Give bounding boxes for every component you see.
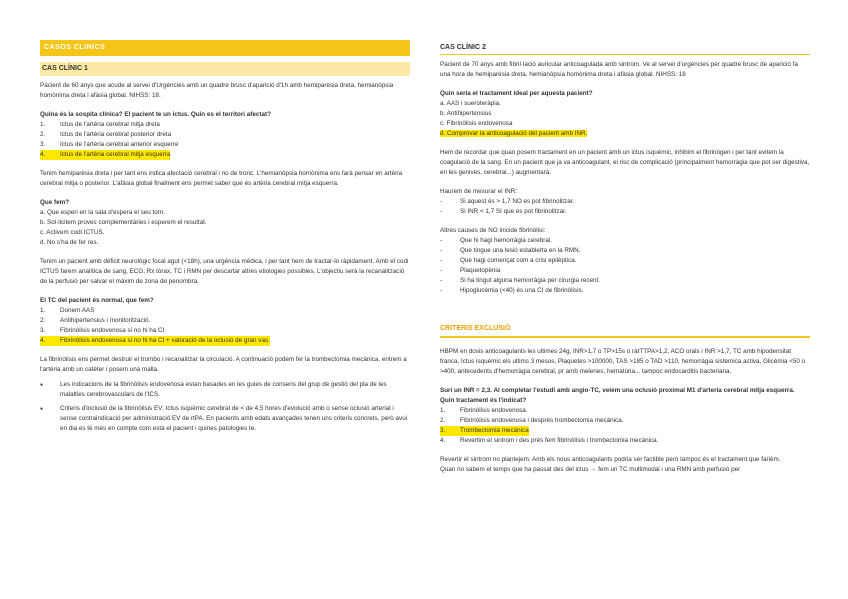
option-text: Fibrinòlisis endovenosa si no hi ha CI [60, 327, 165, 334]
bullet-text: Que hi hagi hemorràgia cerebral. [460, 237, 553, 244]
option-text: Ictus de l'artèria cerebral mitja esquerra [60, 151, 171, 158]
bullet-text: Que tingue una lesió establerta en la RMN. [460, 247, 581, 254]
bullet-item [440, 256, 810, 266]
case1-question3: El TC del pacient és normal, que fem? [40, 297, 154, 304]
option-text: Antihipertensius i monitorització. [60, 317, 151, 324]
option-number: 1. [40, 307, 46, 314]
bullet-marker [40, 404, 60, 434]
case1-explain2: Tenim un pacient amb dèficit neurològic focal agut (<18h), una urgència mèdica, i per tant hem de tractar-lo ràpidament. Amb el codi ICTUS farem analítica de sang, ECG, Rx tòrax, TC i RMN per descartar altres etiologies possibles. L'objectiu serà la recanalització de la perfusió per salvar el màxim de zona de penombra. [40, 258, 409, 285]
right-column [440, 40, 810, 475]
other-causes-title: Altres causes de NO inicide fibrinòlisi: [440, 227, 546, 234]
option-text: Fibrinòlisis endovenosa. [460, 407, 528, 414]
case2-q1-options [440, 99, 810, 139]
bullet-marker: - [440, 208, 443, 215]
option-item [40, 208, 410, 218]
bullet-text: Les indicacions de la fibrinòlisis endovenosa estan basades en les guies de consens del grup de gestió del pla de les malalties cerebrovasculars de l'ICS. [60, 381, 387, 398]
case1-q1-options [40, 120, 410, 160]
bullet-marker: - [440, 277, 443, 284]
case1-intro: Pacient de 60 anys que acude al servei d'Urgències amb un quadre brusc d'aparició d'1h amb hemiparèsia dreta, hemianòpsia homònima dreta i afàsia global. NIHSS: 18. [40, 82, 394, 99]
case2-question1: Quin seria el tractament ideal per aquesta pacient? [440, 90, 593, 97]
option-item [440, 129, 810, 139]
option-text: a. Que esperi en la sala d'espera el seu torn. [40, 209, 166, 216]
bullet-item [40, 404, 410, 434]
option-item [440, 109, 810, 119]
bullet-marker [40, 380, 60, 400]
option-number: 3. [40, 141, 46, 148]
option-item [40, 130, 410, 140]
option-number: 2. [40, 131, 46, 138]
option-item [40, 150, 410, 160]
bullet-item [440, 236, 810, 246]
bullet-marker: - [440, 287, 443, 294]
case1-explain3: La fibrinòlisis ens permet destruir el trombo i recanalitzar la circulació. A continuació podem fer la trombectomia mecànica, entrem a l'artèria amb un catèter i posem una malla. [40, 356, 407, 373]
bullet-item [40, 380, 410, 400]
case2-title: CAS CLÍNIC 2 [440, 42, 810, 55]
option-text: Ictus de l'artèria cerebral mitja dreta [60, 121, 160, 128]
option-item [440, 426, 810, 436]
criteria-title: CRITERIS EXCLUSIÓ [440, 322, 810, 338]
option-item [40, 336, 410, 346]
bullet-text: Hipoglucèmia (<40) és una CI de fibrinòlisis. [460, 287, 584, 294]
other-causes-list [440, 236, 810, 296]
case1-explain1: Tenim hemiparèsia dreta i per tant ens indica afectació cerebral i no de tronc. L'hemianòpsia homònima ens farà pensar en artèria cerebral mitja o posterior. L'afàsia global finalment ens permet saber que és artèria cerebral mitja esquerra. [40, 170, 403, 187]
case1-question2: Que fem? [40, 199, 70, 206]
bullet-text: Criteris d'inclusió de la fibrinòlisis EV: Ictus isquèmic cerebral de < de 4,5 hores d'evolució amb o sense oclusió arterial i sense contraindicació per administració EV de rtPA. En pacients amb edats avançades tenen uns criteris concrets, però avui en dia es té més en compte com està el pacient i quines patologies te. [60, 405, 408, 432]
option-number: 2. [40, 317, 46, 324]
case1-question1: Quina és la sospita clínica? El pacient te un ictus. Quin es el territori afectat? [40, 111, 271, 118]
case2-question2: Suri un INR = 2,3. Al completar l'estudi amb angio-TC, veiem una oclusió proximal M1 d'arteria cerebral mitja esquerra. Quin tractament és l'indicat? [440, 387, 795, 404]
bullet-item [440, 286, 810, 296]
case2-intro: Pacient de 70 anys amb fibril·lació auricular anticoagulada amb sintrom. Ve al servei d'urgències per quadre brusc de aparició fa una hora de hemiparèsia dreta, hemianòpsia homònima dreta i afàsia global. NIHSS: 18 [440, 61, 798, 78]
bullet-marker: - [440, 198, 443, 205]
option-text: Fibrinòlisis endovenosa si no hi ha CI + valoració de la oclusió de gran vas. [60, 337, 270, 344]
option-item [40, 218, 410, 228]
bullet-item [440, 246, 810, 256]
bullet-item [440, 197, 810, 207]
bullet-marker: - [440, 257, 443, 264]
bullet-text: Plaquetopènia [460, 267, 501, 274]
option-text: Ictus de l'artèria cerebral anterior esquerre [60, 141, 179, 148]
case2-explain2b: Quan no sabem el temps que ha passat des del ictus → fem un TC multimodal i una RMN amb perfusió per [440, 466, 741, 473]
bullet-item [440, 276, 810, 286]
bullet-item [440, 266, 810, 276]
option-item [440, 416, 810, 426]
section-title-band: CASOS CLINICS [40, 40, 410, 56]
option-item [440, 99, 810, 109]
option-item [40, 316, 410, 326]
option-item [440, 119, 810, 129]
option-text: a. AAS i sueroteràpia. [440, 100, 501, 107]
bullet-text: Si aquest és > 1,7 NO es pot fibrinolitzar. [460, 198, 575, 205]
option-number: 3. [40, 327, 46, 334]
option-text: b. Antihipertensius [440, 110, 492, 117]
bullet-text: Si ha tingut alguna hemorràgia per cirurgia recent. [460, 277, 601, 284]
bullet-marker: - [440, 267, 443, 274]
option-item [40, 120, 410, 130]
case2-explain1: Hem de recordar que quan posem tractament en un pacient amb un ictus isquèmic, inhibim el fibrinògen i per tant evitem la coagulació de la sang. En un pacient que ja va anticoagulant, el risc de complicació (principalment hemorràgia que pot ser digestiva, en les genives, cerebral...) augmentarà. [440, 149, 810, 176]
option-number: 4. [440, 437, 446, 444]
case1-q2-options [40, 208, 410, 248]
option-number: 1. [440, 407, 446, 414]
case2-q2-options [440, 406, 810, 446]
option-item [40, 238, 410, 248]
option-text: d. Comprovar la anticoagulació del pacient amb INR. [440, 130, 588, 137]
option-item [440, 406, 810, 416]
option-text: Revertim el sintrom i des prés fem fibrinòlisis i trombectomia mecànica. [460, 437, 659, 444]
bullet-text: Que hagi començat com a crisi epilèptica. [460, 257, 577, 264]
option-number: 3. [440, 426, 460, 436]
option-text: d. No s'ha de fer res. [40, 239, 99, 246]
option-number: 4. [40, 150, 60, 160]
option-text: Ictus de l'artèria cerebral posterior dreta [60, 131, 172, 138]
option-number: 2. [440, 417, 446, 424]
option-item [40, 326, 410, 336]
inr-list [440, 197, 810, 217]
left-column [40, 40, 410, 438]
option-number: 4. [40, 336, 60, 346]
bullet-text: Si INR < 1,7 SI que es pot fibrinolitzar. [460, 208, 567, 215]
case1-title: CAS CLÍNIC 1 [40, 62, 410, 76]
option-text: c. Fibrinòlisis endovenosa [440, 120, 513, 127]
bullet-marker: - [440, 247, 443, 254]
option-text: Trombectomia mecànica [460, 427, 529, 434]
option-text: Fibrinòlisis endovenosa i després trombectomia mecànica. [460, 417, 624, 424]
option-item [40, 306, 410, 316]
bullet-marker: - [440, 237, 443, 244]
option-item [40, 228, 410, 238]
option-number: 1. [40, 121, 46, 128]
criteria-text: HBPM en dosis anticoagulants les ultimes 24g, INR>1,7 o TP>15s o ràtTTPA>1,2, ACO orals i INR >1,7, TC amb hipodensitat franca, Ictus isquèmic els ultims 3 mesos, Plaquetes >100000, TAS >185 o TAD >110, hemorràgia sistèmica activa, Glicèmia <50 o >400, antecedents d'hemorràgia cerebral, pr amb melenes, hematúria... tampoc endocarditis bacteriana. [440, 348, 806, 375]
option-text: b. Sol·licitem proves complementàries i esperem el resultat. [40, 219, 207, 226]
option-text: c. Activem codi ICTUS. [40, 229, 105, 236]
option-item [40, 140, 410, 150]
case1-bullets [40, 380, 410, 434]
option-item [440, 436, 810, 446]
case2-explain2a: Revertir el sintrom no plantejem. Amb els nous anticoagulants podria ser factible però tampoc és el tractament que farièm. [440, 456, 781, 463]
inr-title: Haurem de mesurar el INR: [440, 188, 517, 195]
bullet-item [440, 207, 810, 217]
option-text: Donem AAS [60, 307, 95, 314]
case1-q3-options [40, 306, 410, 346]
